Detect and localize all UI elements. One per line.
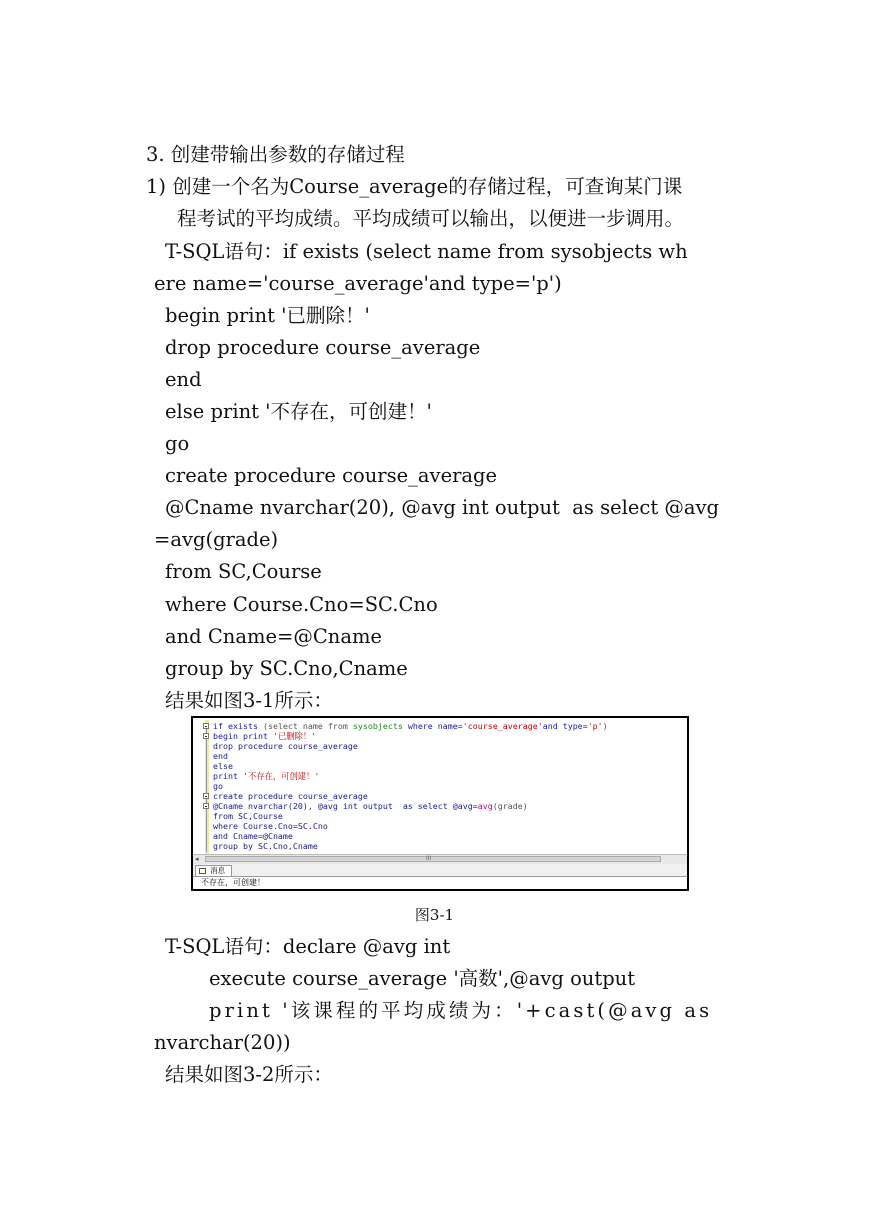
fold-toggle-icon[interactable] <box>203 793 209 799</box>
horizontal-scrollbar[interactable] <box>193 854 687 864</box>
code-token: '已删除！' <box>272 731 317 741</box>
code-editor <box>193 718 687 854</box>
tsql-line: ere name='course_average'and type='p') <box>154 272 562 295</box>
code-token: (grade) <box>492 801 528 811</box>
code-line-5: else <box>213 761 233 771</box>
code-token: where name= <box>402 721 463 731</box>
code-line-3: drop procedure course_average <box>213 741 358 751</box>
tsql-line: drop procedure course_average <box>165 336 481 359</box>
tsql-line: else print '不存在，可创建！' <box>165 400 432 423</box>
scrollbar-grip-icon: III <box>426 855 432 862</box>
code-token: 'course_average' <box>462 721 543 731</box>
code-line-9 <box>213 801 528 811</box>
tsql-line: print '该课程的平均成绩为：'+cast(@avg as <box>209 999 713 1022</box>
message-icon <box>199 868 206 874</box>
fold-toggle-icon[interactable] <box>203 803 209 809</box>
code-token: (select name from <box>262 721 353 731</box>
section-heading: 3. 创建带输出参数的存储过程 <box>146 143 405 166</box>
tsql-line: end <box>165 368 202 391</box>
tsql-line: from SC,Course <box>165 560 322 583</box>
code-token: and type= <box>542 721 588 731</box>
code-token: if exists <box>213 721 263 731</box>
tsql-line: go <box>165 432 190 455</box>
tsql-line: and Cname=@Cname <box>165 625 382 648</box>
code-line-10: from SC,Course <box>213 811 283 821</box>
code-token: sysobjects <box>352 721 403 731</box>
message-output: 不存在，可创建！ <box>201 878 265 887</box>
tsql-line: where Course.Cno=SC.Cno <box>165 593 438 616</box>
code-line-6 <box>213 771 319 781</box>
tab-messages[interactable] <box>195 865 232 876</box>
tsql-line: T-SQL语句：declare @avg int <box>165 935 451 958</box>
tsql-line: begin print '已删除！' <box>165 304 370 327</box>
code-line-11: where Course.Cno=SC.Cno <box>213 821 328 831</box>
code-line-1 <box>213 721 608 731</box>
tsql-line: @Cname nvarchar(20), @avg int output as select @avg <box>165 496 720 519</box>
code-line-8: create procedure course_average <box>213 791 368 801</box>
results-tabbar <box>193 864 687 877</box>
tsql-line: create procedure course_average <box>165 464 498 487</box>
tsql-line: =avg(grade) <box>154 528 279 551</box>
fold-guide <box>206 724 207 852</box>
code-token: begin print <box>213 731 273 741</box>
scrollbar-thumb[interactable] <box>205 856 661 862</box>
code-token: @Cname nvarchar(20), @avg int output as select @avg= <box>213 801 478 811</box>
messages-pane <box>193 877 687 889</box>
code-line-4: end <box>213 751 228 761</box>
code-line-12: and Cname=@Cname <box>213 831 293 841</box>
tsql-line: execute course_average '高数',@avg output <box>209 967 636 990</box>
code-token: print <box>213 771 243 781</box>
fold-toggle-icon[interactable] <box>203 723 209 729</box>
code-line-7: go <box>213 781 223 791</box>
result-reference: 结果如图3-2所示： <box>165 1063 333 1086</box>
figure-caption: 图3-1 <box>414 906 455 924</box>
fold-toggle-icon[interactable] <box>203 733 209 739</box>
sql-editor-screenshot <box>191 716 689 891</box>
tsql-line: nvarchar(20)) <box>154 1031 291 1054</box>
tsql-line: T-SQL语句：if exists (select name from sysobjects wh <box>165 240 688 263</box>
code-token: 'p' <box>587 721 603 731</box>
result-reference: 结果如图3-1所示： <box>165 689 333 712</box>
code-token: ) <box>602 721 608 731</box>
code-token: '不存在，可创建！' <box>242 771 320 781</box>
code-token: avg <box>477 801 493 811</box>
scroll-left-icon[interactable]: ◂ <box>195 855 199 863</box>
tab-messages-label: 消息 <box>210 866 225 875</box>
code-line-13: group by SC.Cno,Cname <box>213 841 318 851</box>
step-1-text: 1) 创建一个名为Course_average的存储过程，可查询某门课 <box>146 175 683 198</box>
code-line-2 <box>213 731 316 741</box>
tsql-line: group by SC.Cno,Cname <box>165 657 408 680</box>
step-1-text-cont: 程考试的平均成绩。平均成绩可以输出，以便进一步调用。 <box>177 207 685 230</box>
